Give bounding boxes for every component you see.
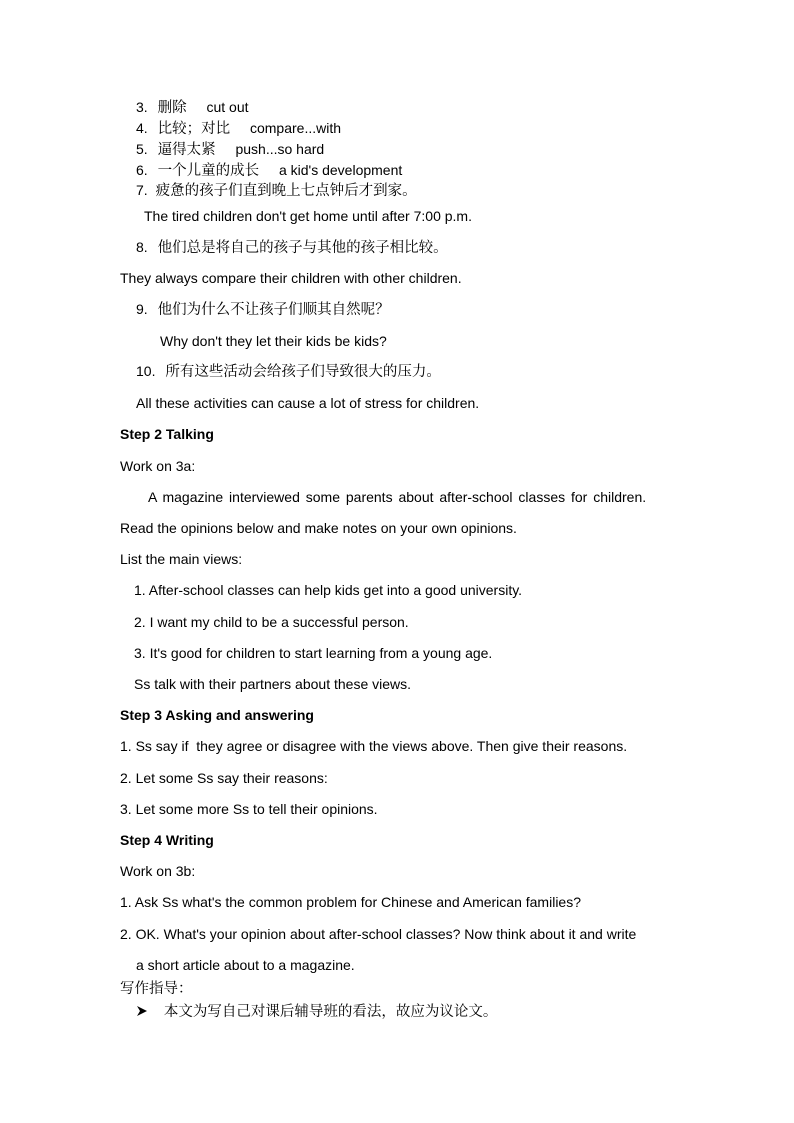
step2-paragraph-line1: A magazine interviewed some parents about after-school classes for children. bbox=[148, 489, 647, 505]
step4-heading: Step 4 Writing bbox=[120, 832, 214, 848]
step3-heading: Step 3 Asking and answering bbox=[120, 707, 314, 723]
arrowhead-bullet-icon bbox=[136, 1003, 148, 1021]
step4-item: 1. Ask Ss what's the common problem for Chinese and American families? bbox=[120, 894, 581, 910]
sentence-zh: 10. 所有这些活动会给孩子们导致很大的压力。 bbox=[136, 363, 441, 380]
step4-item-continuation: a short article about to a magazine. bbox=[136, 957, 355, 973]
view-item: 1. After-school classes can help kids get into a good university. bbox=[134, 582, 523, 598]
vocab-item: 5. 逼得太紧 push...so hard bbox=[136, 141, 325, 158]
step4-work-on: Work on 3b: bbox=[120, 863, 196, 879]
step2-work-on: Work on 3a: bbox=[120, 458, 196, 474]
sentence-en: Why don't they let their kids be kids? bbox=[160, 333, 387, 349]
sentence-zh: 7. 疲惫的孩子们直到晚上七点钟后才到家。 bbox=[136, 182, 417, 199]
step3-item: 3. Let some more Ss to tell their opinions. bbox=[120, 801, 378, 817]
sentence-en: All these activities can cause a lot of stress for children. bbox=[136, 395, 480, 411]
step2-paragraph-line2: Read the opinions below and make notes on your own opinions. bbox=[120, 520, 517, 536]
step3-item: 1. Ss say if they agree or disagree with the views above. Then give their reasons. bbox=[120, 738, 628, 754]
step2-closing: Ss talk with their partners about these views. bbox=[134, 676, 412, 692]
step3-item: 2. Let some Ss say their reasons: bbox=[120, 770, 328, 786]
sentence-en: The tired children don't get home until after 7:00 p.m. bbox=[144, 208, 472, 224]
vocab-item: 4. 比较；对比 compare...with bbox=[136, 120, 342, 137]
step2-heading: Step 2 Talking bbox=[120, 426, 214, 442]
writing-guide-heading: 写作指导： bbox=[120, 981, 193, 997]
sentence-zh: 9. 他们为什么不让孩子们顺其自然呢？ bbox=[136, 301, 390, 318]
sentence-zh: 8. 他们总是将自己的孩子与其他的孩子相比较。 bbox=[136, 239, 448, 256]
step2-list-intro: List the main views: bbox=[120, 551, 243, 567]
writing-guide-bullet: 本文为写自己对课后辅导班的看法，故应为议论文。 bbox=[136, 1002, 497, 1021]
view-item: 3. It's good for children to start learning from a young age. bbox=[134, 645, 493, 661]
step4-item: 2. OK. What's your opinion about after-school classes? Now think about it and write bbox=[120, 926, 637, 942]
vocab-item: 3. 删除 cut out bbox=[136, 99, 249, 116]
vocab-item: 6. 一个儿童的成长 a kid's development bbox=[136, 162, 403, 179]
sentence-en: They always compare their children with other children. bbox=[120, 270, 462, 286]
view-item: 2. I want my child to be a successful person. bbox=[134, 614, 409, 630]
